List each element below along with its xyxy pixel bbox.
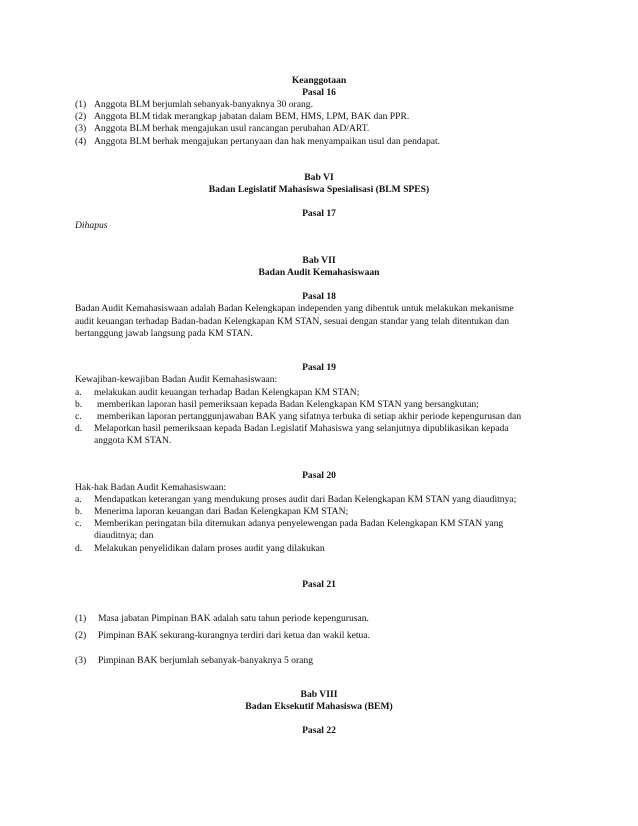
pasal-19-heading: Pasal 19 — [302, 362, 336, 373]
section-heading-keanggotaan: Keanggotaan — [291, 75, 347, 86]
list-item: Melaporkan hasil pemeriksaan kepada Badan Legislatif Mahasiswa yang selanjutnya dipublikasikan kepada — [94, 423, 509, 434]
list-item: memberikan laporan hasil pemeriksaan kepada Badan Kelengkapan KM STAN yang bersangkutan; — [97, 399, 479, 410]
list-number: (2) — [75, 630, 87, 641]
list-item: Anggota BLM berhak mengajukan pertanyaan dan hak menyampaikan usul dan pendapat. — [94, 136, 441, 147]
pasal-20-intro: Hak-hak Badan Audit Kemahasiswaan: — [75, 482, 227, 493]
pasal-17-heading: Pasal 17 — [302, 208, 336, 219]
list-letter: a. — [75, 494, 82, 505]
bab-7-title: Badan Audit Kemahasiswaan — [258, 267, 380, 278]
pasal-17-text: Dihapus — [75, 220, 108, 231]
list-letter: d. — [75, 543, 83, 554]
list-number: (3) — [75, 655, 87, 666]
list-item: Anggota BLM tidak merangkap jabatan dalam BEM, HMS, LPM, BAK dan PPR. — [94, 111, 410, 122]
list-item: Pimpinan BAK sekurang-kurangnya terdiri dari ketua dan wakil ketua. — [98, 630, 371, 641]
list-item: Menerima laporan keuangan dari Badan Kelengkapan KM STAN; — [94, 506, 349, 517]
list-number: (1) — [75, 613, 87, 624]
list-letter: d. — [75, 423, 83, 434]
list-letter: c. — [75, 411, 82, 422]
list-letter: c. — [75, 518, 82, 529]
list-number: (2) — [75, 111, 87, 122]
pasal-16-heading: Pasal 16 — [302, 87, 336, 98]
paragraph-line: Badan Audit Kemahasiswaan adalah Badan Kelengkapan independen yang dibentuk untuk melakukan mekanisme — [75, 303, 514, 314]
pasal-18-heading: Pasal 18 — [302, 291, 336, 302]
pasal-21-heading: Pasal 21 — [302, 579, 336, 590]
bab-8-heading: Bab VIII — [300, 689, 338, 700]
list-item: Memberikan peringatan bila ditemukan adanya penyelewengan pada Badan Kelengkapan KM STAN yang — [94, 518, 504, 529]
pasal-18-paragraph — [75, 303, 567, 341]
paragraph-line: audit keuangan terhadap Badan-badan Kelengkapan KM STAN, sesuai dengan standar yang telah ditentukan dan — [75, 315, 510, 327]
bab-7-heading: Bab VII — [302, 255, 336, 266]
bab-8-title: Badan Eksekutif Mahasiswa (BEM) — [245, 701, 393, 712]
list-item: Pimpinan BAK berjumlah sebanyak-banyaknya 5 orang — [98, 655, 314, 666]
bab-6-heading: Bab VI — [304, 172, 334, 183]
list-item: Anggota BLM berjumlah sebanyak-banyaknya 30 orang. — [94, 99, 313, 110]
paragraph-line: bertanggung jawab langsung pada KM STAN. — [75, 328, 253, 340]
list-item: memberikan laporan pertanggunjawaban BAK yang sifatnya terbuka di setiap akhir periode kepengurusan dan — [97, 411, 522, 422]
list-item-continuation: anggota KM STAN. — [94, 435, 172, 446]
list-letter: b. — [75, 506, 83, 517]
pasal-20-heading: Pasal 20 — [302, 470, 336, 481]
list-item: Melakukan penyelidikan dalam proses audit yang dilakukan — [94, 543, 325, 554]
list-letter: a. — [75, 387, 82, 398]
list-item: Masa jabatan Pimpinan BAK adalah satu tahun periode kepengurusan. — [98, 613, 369, 624]
list-item: Anggota BLM berhak mengajukan usul rancangan perubahan AD/ART. — [94, 123, 370, 134]
list-number: (3) — [75, 123, 87, 134]
list-item-continuation: diauditnya; dan — [94, 530, 154, 541]
pasal-22-heading: Pasal 22 — [302, 725, 336, 736]
pasal-19-intro: Kewajiban-kewajiban Badan Audit Kemahasiswaan: — [75, 374, 278, 385]
list-number: (1) — [75, 99, 87, 110]
list-letter: b. — [75, 399, 83, 410]
list-number: (4) — [75, 136, 87, 147]
bab-6-title: Badan Legislatif Mahasiswa Spesialisasi (BLM SPES) — [208, 184, 430, 195]
list-item: melakukan audit keuangan terhadap Badan Kelengkapan KM STAN; — [94, 387, 360, 398]
list-item: Mendapatkan keterangan yang mendukung proses audit dari Badan Kelengkapan KM STAN yang diauditnya; — [94, 494, 517, 505]
